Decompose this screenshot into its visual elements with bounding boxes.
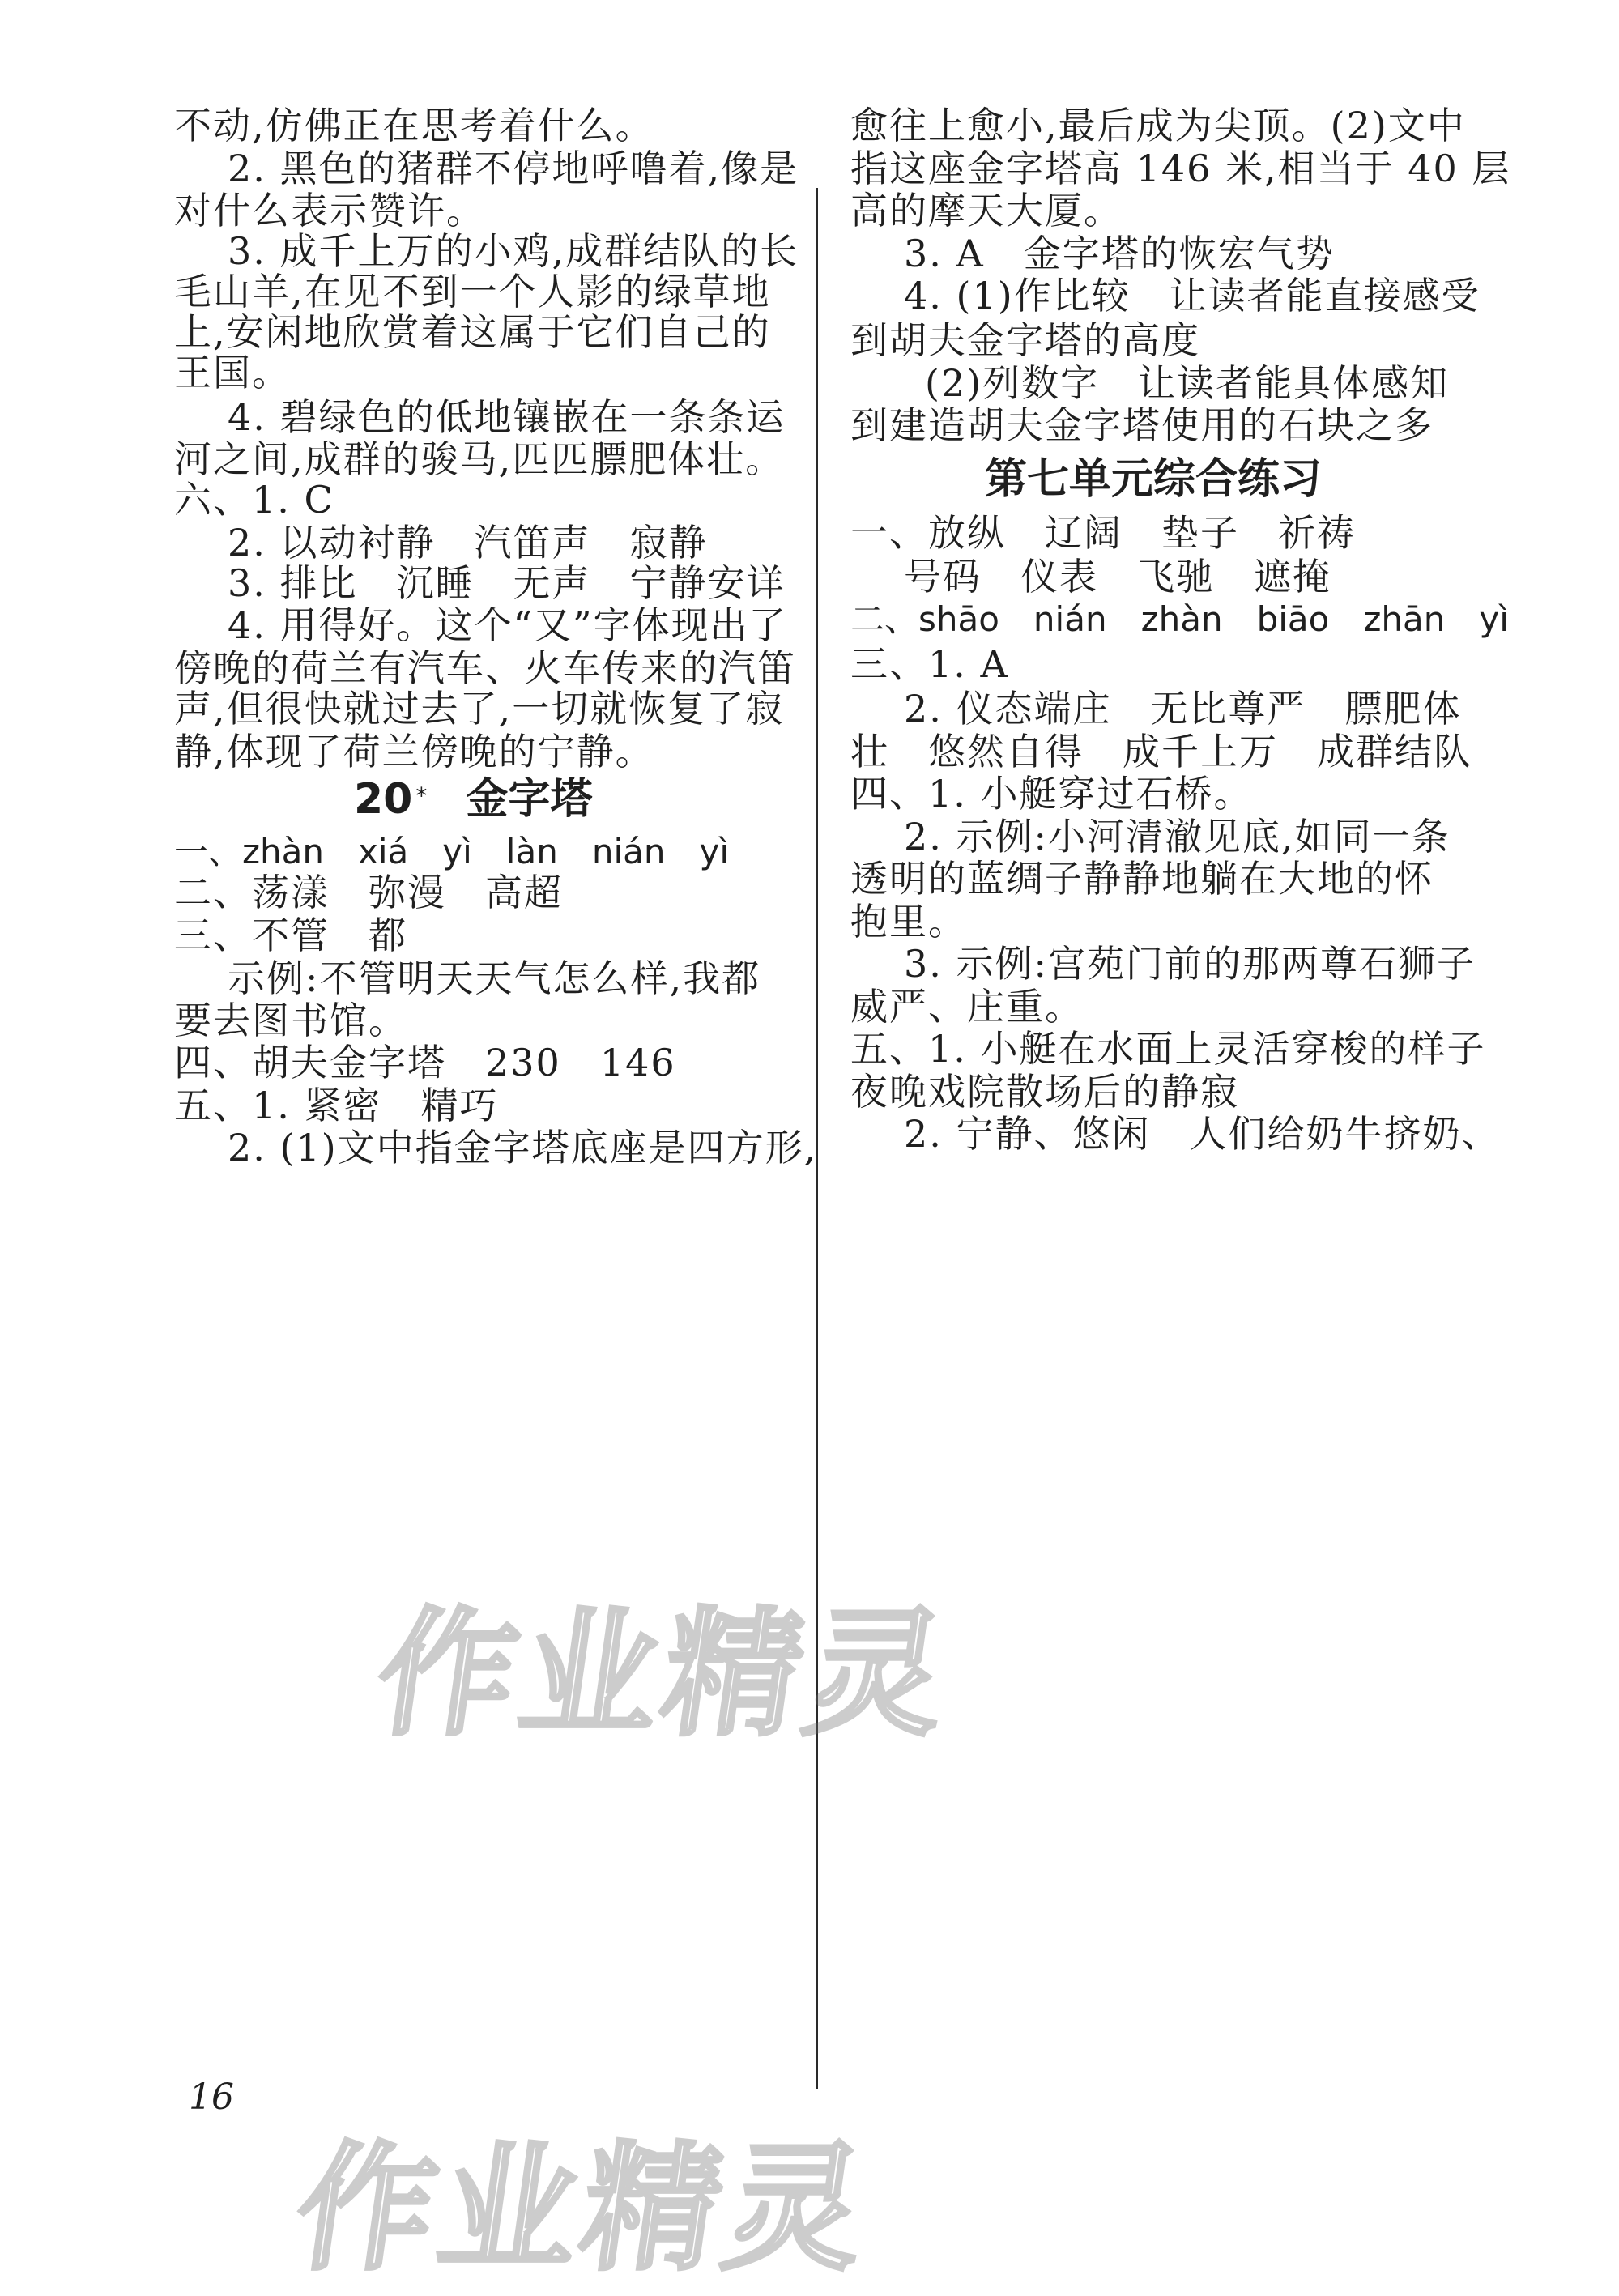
- text-line: 3. 成千上万的小鸡,成群结队的长: [228, 229, 799, 273]
- text-line: 4. 用得好。这个“又”字体现出了: [228, 603, 788, 647]
- text-line: 静,体现了荷兰傍晚的宁静。: [174, 730, 654, 773]
- text-line: 指这座金字塔高 146 米,相当于 40 层: [850, 147, 1511, 190]
- text-line: 声,但很快就过去了,一切就恢复了寂: [174, 687, 785, 731]
- section-title: 第七单元综合练习: [985, 455, 1323, 504]
- text-line: 不动,仿佛正在思考着什么。: [174, 104, 654, 147]
- text-line: 五、1. 小艇在水面上灵活穿梭的样子: [850, 1027, 1486, 1071]
- text-line: 三、1. A: [850, 642, 1009, 686]
- text-line: 一、放纵 辽阔 垫子 祈祷: [850, 511, 1356, 555]
- text-line: 2. 以动衬静 汽笛声 寂静: [228, 521, 708, 564]
- text-line: 2. (1)文中指金字塔底座是四方形,: [228, 1126, 818, 1169]
- text-line: 2. 仪态端庄 无比尊严 膘肥体: [904, 687, 1462, 731]
- text-line: 二、荡漾 弥漫 高超: [174, 871, 563, 914]
- text-line: 威严、庄重。: [850, 985, 1084, 1029]
- text-line: 高的摩天大厦。: [850, 189, 1123, 232]
- text-line: 夜晚戏院散场后的静寂: [850, 1070, 1239, 1114]
- text-line: 2. 宁静、悠闲 人们给奶牛挤奶、: [904, 1112, 1501, 1156]
- text-line: 号码 仪表 飞驰 遮掩: [904, 555, 1331, 598]
- text-line: 到胡夫金字塔的高度: [850, 318, 1200, 362]
- text-line: 抱里。: [850, 900, 967, 944]
- text-line: 壮 悠然自得 成千上万 成群结队: [850, 730, 1472, 773]
- text-line: 三、不管 都: [174, 914, 407, 957]
- text-line: 王国。: [174, 351, 291, 394]
- text-line: 4. 碧绿色的低地镶嵌在一条条运: [228, 395, 786, 439]
- text-line: 2. 黑色的猪群不停地呼噜着,像是: [228, 147, 799, 190]
- text-line: 2. 示例:小河清澈见底,如同一条: [904, 815, 1451, 858]
- text-line: 四、1. 小艇穿过石桥。: [850, 772, 1253, 816]
- text-line: 对什么表示赞许。: [174, 189, 485, 232]
- text-line: 傍晚的荷兰有汽车、火车传来的汽笛: [174, 646, 796, 690]
- text-line: 愈往上愈小,最后成为尖顶。(2)文中: [850, 104, 1466, 147]
- text-line: 示例:不管明天天气怎么样,我都: [228, 956, 761, 1000]
- text-line: 3. A 金字塔的恢宏气势: [904, 232, 1335, 275]
- lesson-mark: *: [415, 782, 428, 809]
- text-line: (2)列数字 让读者能具体感知: [925, 361, 1450, 405]
- text-line: 上,安闲地欣赏着这属于它们自己的: [174, 310, 771, 354]
- text-line: 3. 示例:宫苑门前的那两尊石狮子: [904, 942, 1476, 986]
- watermark: 作业精灵: [367, 1595, 961, 1755]
- text-line: 二、shāo nián zhàn biāo zhān yì: [850, 599, 1509, 639]
- lesson-title: [354, 773, 592, 825]
- text-line: 4. (1)作比较 让读者能直接感受: [904, 274, 1481, 317]
- question-6-heading: 六、1. C: [174, 478, 334, 522]
- lesson-name: 金字塔: [466, 775, 593, 824]
- text-line: 要去图书馆。: [174, 999, 407, 1042]
- text-line: 到建造胡夫金字塔使用的石块之多: [850, 403, 1434, 447]
- text-line: 五、1. 紧密 精巧: [174, 1084, 499, 1127]
- lesson-number: 20: [354, 775, 413, 824]
- text-line: 河之间,成群的骏马,匹匹膘肥体壮。: [174, 437, 785, 481]
- text-line: 一、zhàn xiá yì làn nián yì: [174, 832, 730, 871]
- text-line: 毛山羊,在见不到一个人影的绿草地: [174, 270, 771, 313]
- text-line: 透明的蓝绸子静静地躺在大地的怀: [850, 857, 1434, 901]
- watermark: 作业精灵: [286, 2129, 880, 2290]
- text-line: 3. 排比 沉睡 无声 宁静安详: [228, 561, 786, 605]
- text-line: 四、胡夫金字塔 230 146: [174, 1041, 676, 1084]
- page-number: 16: [189, 2077, 234, 2118]
